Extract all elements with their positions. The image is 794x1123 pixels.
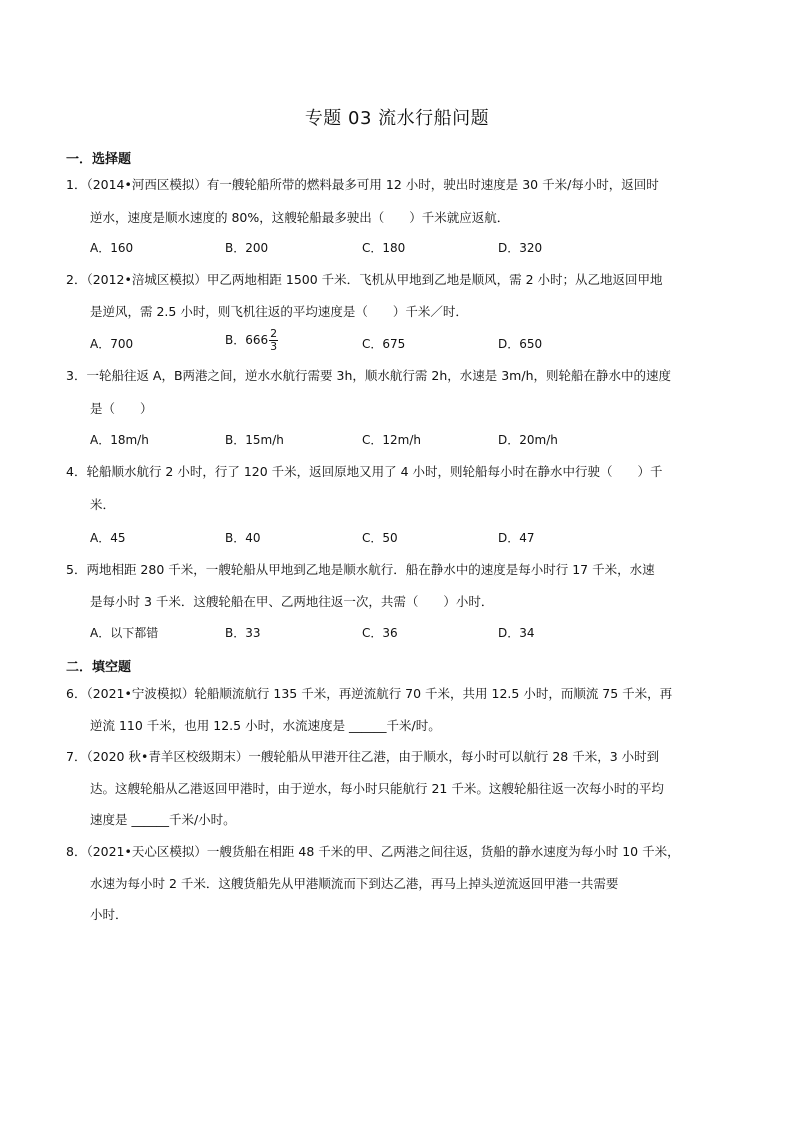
question-7-line-1: 7．（2020 秋•青羊区校级期末）一艘轮船从甲港开往乙港，由于顺水，每小时可以航行 28 千米，3 小时到 [66,749,660,764]
question-8-line-3: 小时． [90,907,128,922]
question-1-line-2: 逆水，速度是顺水速度的 80%，这艘轮船最多驶出（ ）千米就应返航． [90,210,510,225]
question-8-line-1: 8．（2021•天心区模拟）一艘货船在相距 48 千米的甲、乙两港之间往返，货船的静水速度为每小时 10 千米， [66,844,680,859]
question-2-option-b-key: B． [225,333,246,347]
question-5-option-c: C．36 [362,626,398,640]
question-1-line-1: 1．（2014•河西区模拟）有一艘轮船所带的燃料最多可用 12 小时，驶出时速度是 30 千米/每小时，返回时 [66,177,659,192]
question-1-option-d: D．320 [498,241,543,255]
page-title: 专题 03 流水行船问题 [304,108,490,129]
question-3-option-c: C．12m/h [362,433,421,447]
question-7-line-3: 速度是 ______千米/小时。 [90,812,236,827]
question-3-option-d: D．20m/h [498,433,558,447]
question-3-option-b: B．15m/h [225,433,284,447]
question-8-line-2: 水速为每小时 2 千米．这艘货船先从甲港顺流而下到达乙港，再马上掉头逆流返回甲港一共需要 [90,876,619,891]
question-1-option-a: A．160 [90,241,134,255]
question-7-line-2: 达。这艘轮船从乙港返回甲港时，由于逆水，每小时只能航行 21 千米。这艘轮船往返一次每小时的平均 [90,781,664,796]
question-4-line-1: 4．轮船顺水航行 2 小时，行了 120 千米，返回原地又用了 4 小时，则轮船每小时在静水中行驶（ ）千 [66,464,663,479]
question-2-option-c: C．675 [362,337,406,351]
question-4-option-b: B．40 [225,531,261,545]
question-5-option-a: A．以下都错 [90,626,159,640]
question-1-option-b: B．200 [225,241,269,255]
question-2-option-b-fraction [269,328,278,353]
question-5-line-2: 是每小时 3 千米．这艘轮船在甲、乙两地往返一次，共需（ ）小时． [90,594,494,609]
question-5-line-1: 5．两地相距 280 千米，一艘轮船从甲地到乙地是顺水航行．船在静水中的速度是每小时行 17 千米，水速 [66,562,655,577]
question-3-option-a: A．18m/h [90,433,149,447]
question-6-line-1: 6．（2021•宁波模拟）轮船顺流航行 135 千米，再逆流航行 70 千米，共用 12.5 小时，而顺流 75 千米，再 [66,686,673,701]
question-2-line-1: 2．（2012•涪城区模拟）甲乙两地相距 1500 千米．飞机从甲地到乙地是顺风，需 2 小时；从乙地返回甲地 [66,272,663,287]
section-heading-fill: 二．填空题 [66,660,132,675]
question-3-line-2: 是（ ） [90,401,153,416]
question-4-option-c: C．50 [362,531,398,545]
question-2-line-2: 是逆风，需 2.5 小时，则飞机往返的平均速度是（ ）千米／时． [90,304,468,319]
question-2-option-b [225,328,278,353]
question-6-line-2: 逆流 110 千米，也用 12.5 小时，水流速度是 ______千米/时。 [90,718,441,733]
question-5-option-d: D．34 [498,626,535,640]
fraction-denominator: 3 [270,340,278,353]
question-2-option-b-whole: 666 [245,333,269,347]
question-4-option-a: A．45 [90,531,126,545]
question-3-line-1: 3．一轮船往返 A，B两港之间，逆水水航行需要 3h，顺水航行需 2h，水速是 3m/h，则轮船在静水中的速度 [66,368,671,383]
question-1-option-c: C．180 [362,241,406,255]
question-2-option-d: D．650 [498,337,543,351]
section-heading-choice: 一．选择题 [66,152,132,167]
question-2-option-a: A．700 [90,337,134,351]
fraction-numerator: 2 [270,327,278,340]
question-4-option-d: D．47 [498,531,535,545]
question-4-line-2: 米． [90,497,116,512]
question-5-option-b: B．33 [225,626,261,640]
